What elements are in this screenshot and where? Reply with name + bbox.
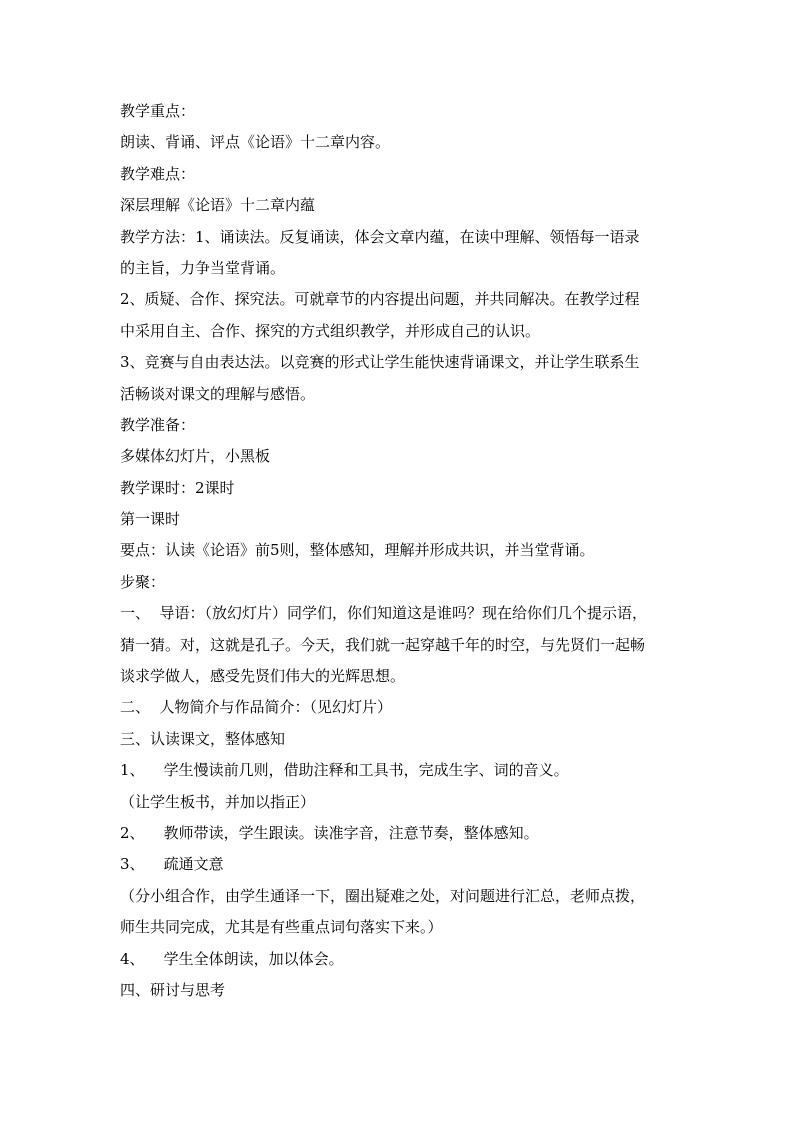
step-3-item-2: 2、 教师带读，学生跟读。读准字音，注意节奏，整体感知。 — [120, 823, 539, 842]
class-hours: 教学课时：2课时 — [120, 478, 235, 497]
key-points-heading: 教学重点： — [120, 102, 196, 120]
step-1-line-1: 一、 导语：（放幻灯片）同学们，你们知道这是谁吗？现在给你们几个提示语， — [120, 604, 648, 623]
step-3-item-3-note-1: （分小组合作，由学生通译一下，圈出疑难之处，对问题进行汇总，老师点拨， — [120, 886, 646, 905]
document-body — [120, 96, 680, 1006]
methods-line-4: 中采用自主、合作、探究的方式组织教学，并形成自己的认识。 — [120, 321, 541, 340]
step-3-item-3-note-2: 师生共同完成，尤其是有些重点词句落实下来。） — [120, 918, 443, 937]
steps-heading: 步聚： — [120, 572, 166, 591]
step-1-line-3: 谈求学做人，感受先贤们伟大的光辉思想。 — [120, 667, 406, 686]
methods-line-5: 3、竞赛与自由表达法。以竞赛的形式让学生能快速背诵课文，并让学生联系生 — [120, 353, 640, 372]
step-3-item-1-note: （让学生板书，并加以指正） — [120, 792, 316, 811]
step-3: 三、认读课文，整体感知 — [120, 729, 286, 748]
lesson-focus: 要点：认读《论语》前5则，整体感知，理解并形成共识，并当堂背诵。 — [120, 541, 595, 560]
step-1-line-2: 猜一猜。对，这就是孔子。今天，我们就一起穿越千年的时空，与先贤们一起畅 — [120, 635, 646, 654]
step-2: 二、 人物简介与作品简介：（见幻灯片） — [120, 698, 393, 717]
step-4: 四、研讨与思考 — [120, 980, 226, 999]
methods-line-1: 教学方法：1、诵读法。反复诵读，体会文章内蕴，在读中理解、领悟每一语录 — [120, 227, 640, 246]
step-3-item-4: 4、 学生全体朗读，加以体会。 — [120, 949, 344, 968]
methods-line-6: 活畅谈对课文的理解与感悟。 — [120, 384, 316, 403]
step-3-item-3: 3、 疏通文意 — [120, 855, 224, 874]
first-lesson: 第一课时 — [120, 510, 181, 529]
preparation-content: 多媒体幻灯片，小黑板 — [120, 447, 271, 466]
preparation-heading: 教学准备： — [120, 415, 196, 434]
key-points-content: 朗读、背诵、评点《论语》十二章内容。 — [120, 133, 391, 152]
difficulty-heading: 教学难点： — [120, 164, 196, 183]
step-3-item-1: 1、 学生慢读前几则，借助注释和工具书，完成生字、词的音义。 — [120, 761, 569, 780]
methods-line-2: 的主旨，力争当堂背诵。 — [120, 258, 286, 277]
difficulty-content: 深层理解《论语》十二章内蕴 — [120, 196, 316, 215]
methods-line-3: 2、质疑、合作、探究法。可就章节的内容提出问题，并共同解决。在教学过程 — [120, 290, 640, 309]
